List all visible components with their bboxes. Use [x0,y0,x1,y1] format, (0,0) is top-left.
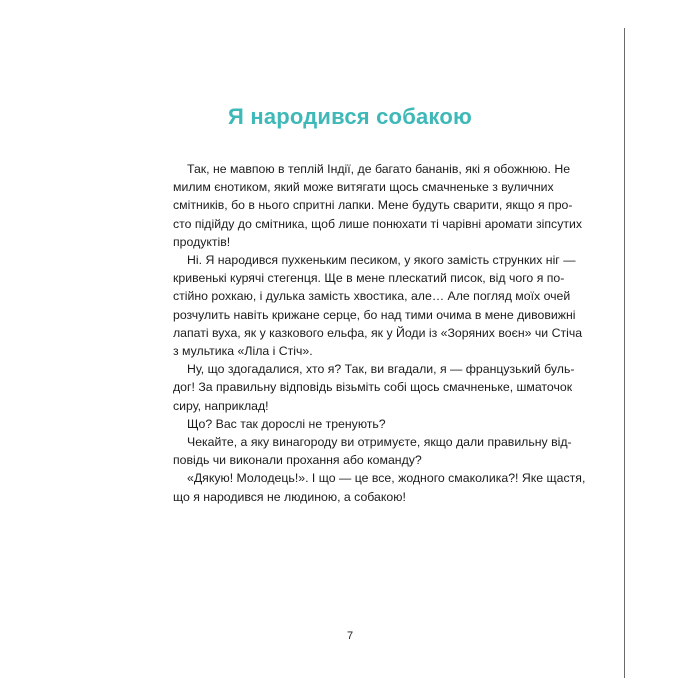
text-line: повідь чи виконали прохання або команду? [173,453,422,468]
text-line: Так, не мавпою в теплій Індії, де багато бананів, які я обожнюю. Не [187,162,571,176]
paragraph [173,433,572,469]
text-line: Чекайте, а яку винагороду ви отримуєте, якщо дали правильну від- [187,435,572,450]
paragraph [173,415,529,433]
paragraph [173,160,582,251]
paragraph [173,360,575,415]
text-line: лапаті вуха, як у казкового ельфа, як у Йоди із «Зоряних воєн» чи Стіча [173,325,583,340]
text-line: Ні. Я народився пухкеньким песиком, у якого замість стрункиx ніг — [187,253,576,268]
paragraph [173,469,586,505]
text-line: сто підійду до смітника, щоб лише понюхати ті чарівні аромати зіпсутих [173,216,582,231]
text-line: сиру, наприклад! [173,398,269,413]
text-line: смітників, бо в нього спритні лапки. Мене будуть сварити, якщо я про- [173,198,573,213]
text-line: дог! За правильну відповідь візьміть собі щось смачненьке, шматочок [173,380,573,395]
chapter-title: Я народився собакою [228,104,472,129]
chapter-body [173,160,586,506]
text-line: стійно рохкаю, і дулька замість хвостика, але… Але погляд моїх очей [173,289,571,304]
text-line: кривенькі курячі стегенця. Ще в мене плескатий писок, від чого я по- [173,271,565,286]
text-line: Що? Вас так дорослі не тренують? [187,416,386,431]
text-line: «Дякую! Молодець!». І що — це все, жодного смаколика?! Яке щастя, [187,471,586,486]
text-line: розчулить навіть крижане серце, бо над тими очима в мене дивовижні [173,307,576,322]
text-line: з мультика «Ліла і Стіч». [173,344,313,359]
paragraph [173,251,583,360]
text-line: що я народився не людиною, а собакою! [173,489,406,504]
text-line: Ну, що здогадалися, хто я? Так, ви вгадали, я — французький буль- [187,362,575,377]
text-line: продуктів! [173,234,231,249]
text-line: милим єнотиком, який може витягати щось смачненьке з вуличних [173,180,554,195]
page-number: 7 [346,630,354,642]
